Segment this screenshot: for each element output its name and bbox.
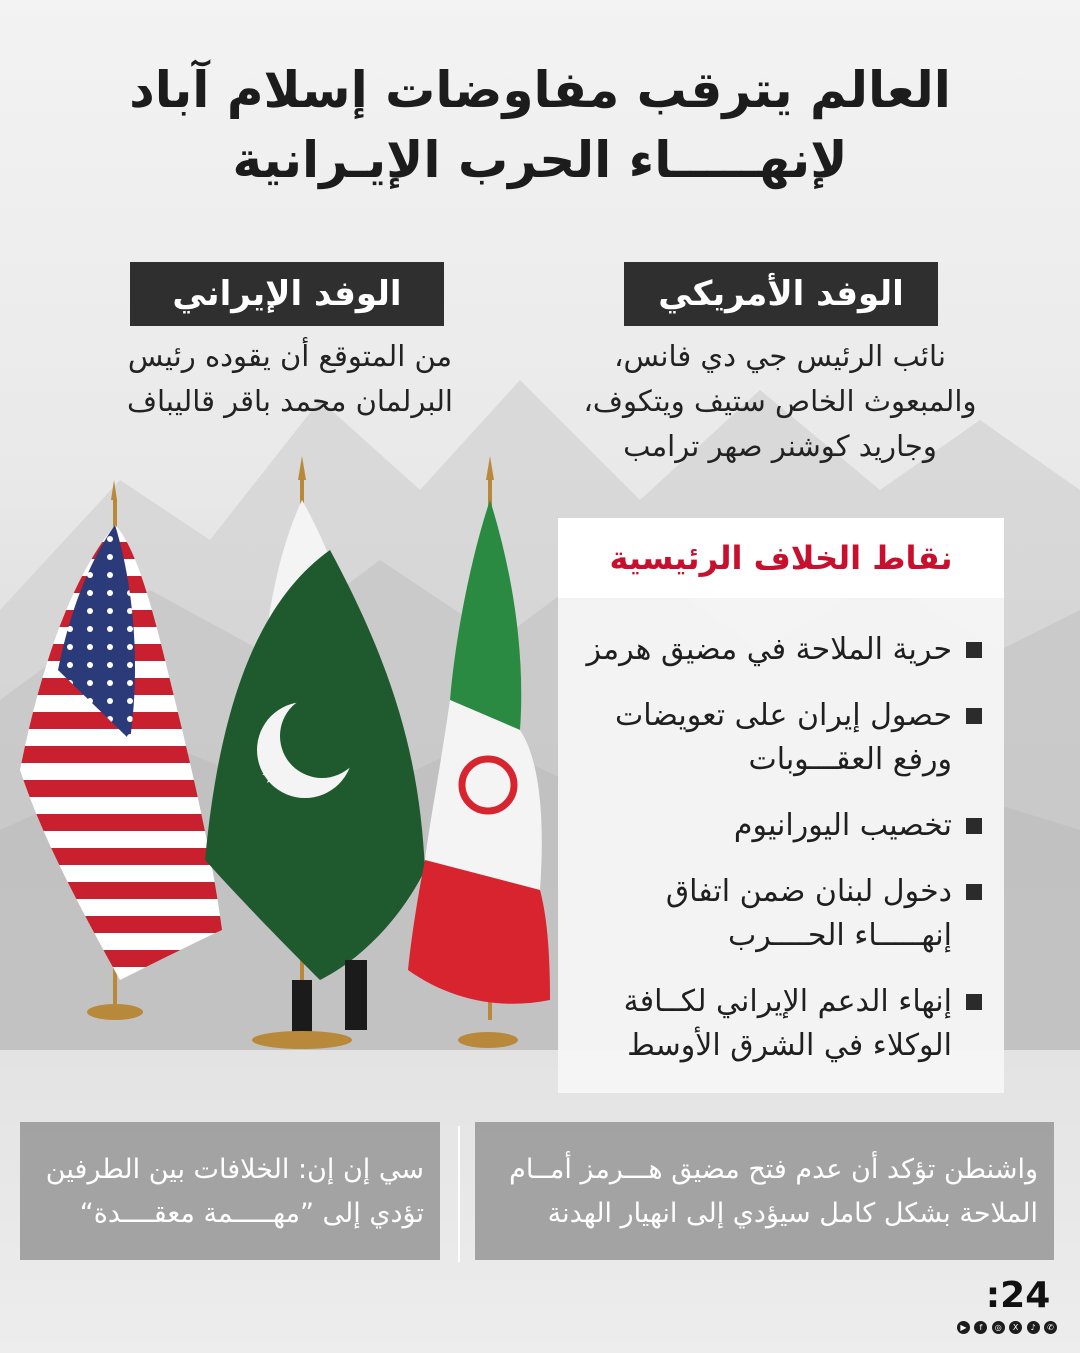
square-bullet-icon	[966, 708, 982, 724]
youtube-icon[interactable]: ▶	[957, 1321, 970, 1334]
headline-line-2: لإنهـــــاء الحرب الإيـرانية	[232, 131, 848, 189]
list-item-line: دخول لبنان ضمن اتفاق	[665, 874, 952, 909]
quote-line: الملاحة بشكل كامل سيؤدي إلى انهيار الهدنة	[547, 1198, 1038, 1229]
square-bullet-icon	[966, 884, 982, 900]
us-delegation-label: الوفد الأمريكي	[624, 262, 938, 326]
cnn-quote-text	[46, 1148, 424, 1236]
iran-delegation-label: الوفد الإيراني	[130, 262, 444, 326]
square-bullet-icon	[966, 818, 982, 834]
iran-delegation-line: من المتوقع أن يقوده رئيس	[127, 339, 453, 373]
us-delegation-line: نائب الرئيس جي دي فانس،	[614, 339, 946, 373]
iran-flag	[408, 456, 550, 1048]
quote-line: واشنطن تؤكد أن عدم فتح مضيق هـــرمز أمــام	[509, 1154, 1038, 1185]
list-item-line: حرية الملاحة في مضيق هرمز	[586, 632, 952, 667]
whatsapp-icon[interactable]: ✆	[1044, 1321, 1057, 1334]
instagram-icon[interactable]: ◎	[992, 1321, 1005, 1334]
flags-illustration	[0, 440, 560, 1060]
us-delegation-description	[520, 334, 1040, 469]
list-item	[566, 694, 992, 782]
square-bullet-icon	[966, 994, 982, 1010]
washington-quote-text	[509, 1148, 1038, 1236]
iran-delegation-line: البرلمان محمد باقر قاليباف	[127, 384, 453, 418]
list-item	[566, 804, 992, 848]
list-item-line: الوكلاء في الشرق الأوسط	[627, 1028, 952, 1063]
pakistan-flag	[205, 456, 425, 1049]
brand-logo: :24	[985, 1275, 1051, 1316]
facebook-icon[interactable]: f	[974, 1321, 987, 1334]
list-item-line: إنهـــــاء الحــــرب	[727, 918, 952, 953]
list-item	[566, 980, 992, 1068]
quote-divider	[458, 1126, 460, 1262]
list-item-line: إنهاء الدعم الإيراني لكــافة	[623, 984, 952, 1019]
headline	[0, 55, 1080, 195]
list-item	[566, 870, 992, 958]
social-icons	[957, 1321, 1057, 1335]
quote-line: تؤدي إلى ”مهـــــمة معقــــدة“	[79, 1198, 424, 1229]
square-bullet-icon	[966, 642, 982, 658]
iran-delegation-description	[60, 334, 520, 424]
tiktok-icon[interactable]: ♪	[1027, 1321, 1040, 1334]
list-item-line: حصول إيران على تعويضات	[615, 698, 952, 733]
disputes-list	[566, 628, 992, 1090]
headline-line-1: العالم يترقب مفاوضات إسلام آباد	[129, 61, 951, 119]
cnn-quote-box	[20, 1122, 440, 1260]
washington-quote-box	[475, 1122, 1054, 1260]
list-item-line: تخصيب اليورانيوم	[733, 808, 952, 843]
us-flag	[20, 480, 222, 1020]
quote-line: سي إن إن: الخلافات بين الطرفين	[45, 1154, 424, 1185]
disputes-panel	[558, 518, 1004, 1093]
disputes-heading: نقاط الخلاف الرئيسية	[558, 518, 1004, 598]
list-item	[566, 628, 992, 672]
x-icon[interactable]: X	[1009, 1321, 1022, 1334]
us-delegation-line: والمبعوث الخاص ستيف ويتكوف،	[583, 384, 977, 418]
list-item-line: ورفع العقـــوبات	[748, 742, 952, 777]
us-delegation-line: وجاريد كوشنر صهر ترامب	[623, 429, 937, 463]
